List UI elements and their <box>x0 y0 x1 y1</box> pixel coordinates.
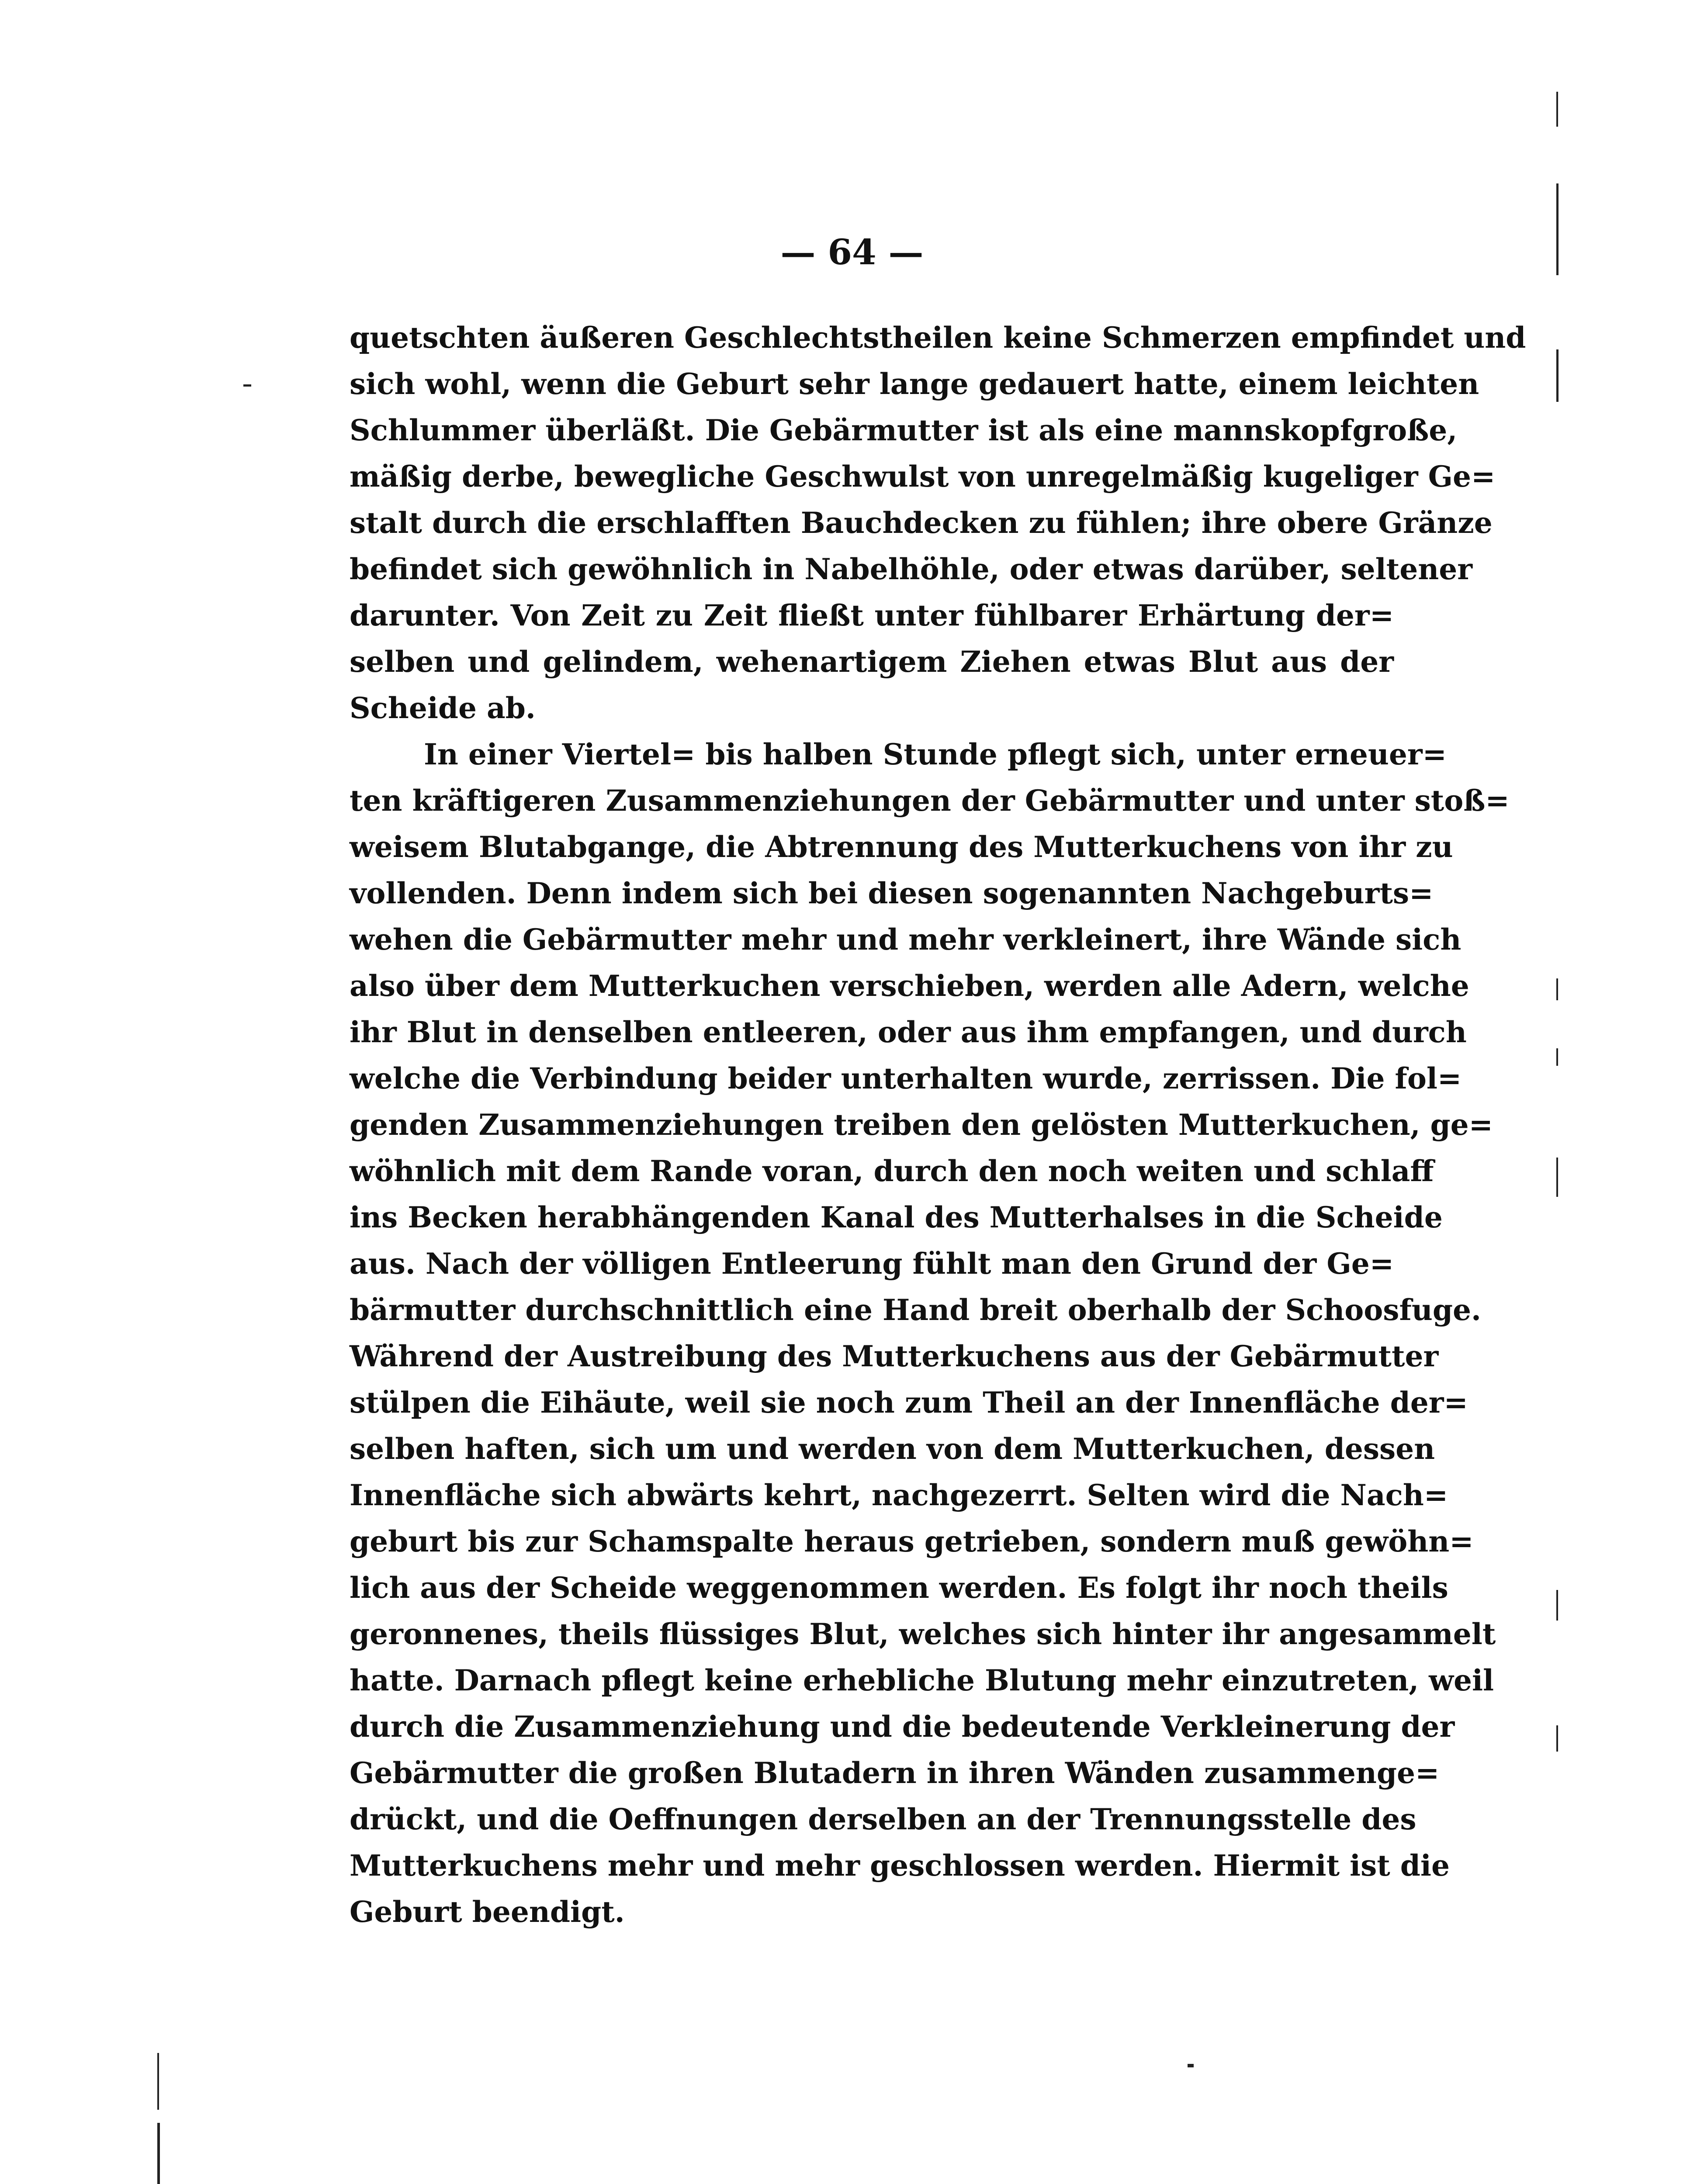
text-line: also über dem Mutterkuchen verschieben, werden alle Adern, welche <box>350 969 1469 1003</box>
scan-artifact <box>1556 183 1559 275</box>
scan-artifact <box>1556 1725 1558 1752</box>
paragraph-2 <box>350 731 1510 1935</box>
text-line: ins Becken herabhängenden Kanal des Mutterhalses in die Scheide <box>350 1200 1443 1234</box>
text-line: mäßig derbe, bewegliche Geschwulst von unregelmäßig kugeliger Ge= <box>350 460 1496 494</box>
scan-artifact <box>157 2053 159 2110</box>
text-line: quetschten äußeren Geschlechtstheilen keine Schmerzen empfindet und <box>350 321 1526 355</box>
text-line: geburt bis zur Schamspalte heraus getrieben, sondern muß gewöhn= <box>350 1524 1474 1559</box>
scan-artifact <box>1556 92 1558 127</box>
text-line: Gebärmutter die großen Blutadern in ihren Wänden zusammenge= <box>350 1756 1440 1790</box>
text-line: weisem Blutabgange, die Abtrennung des Mutterkuchens von ihr zu <box>350 830 1453 864</box>
text-line: welche die Verbindung beider unterhalten wurde, zerrissen. Die fol= <box>350 1061 1462 1095</box>
paragraph-1 <box>350 314 1526 731</box>
body-text <box>350 314 1526 1935</box>
text-line: Schlummer überläßt. Die Gebärmutter ist als eine mannskopfgroße, <box>350 413 1458 447</box>
text-line: aus. Nach der völligen Entleerung fühlt man den Grund der Ge= <box>350 1247 1394 1281</box>
text-line: ten kräftigeren Zusammenziehungen der Gebärmutter und unter stoß= <box>350 784 1510 818</box>
text-line: befindet sich gewöhnlich in Nabelhöhle, oder etwas darüber, seltener <box>350 552 1472 586</box>
text-line: Mutterkuchens mehr und mehr geschlossen werden. Hiermit ist die <box>350 1849 1450 1883</box>
page-number: — 64 — <box>780 232 924 273</box>
scan-artifact <box>1556 978 1558 1000</box>
scan-artifact <box>157 2123 160 2184</box>
text-line: Scheide ab. <box>350 691 536 725</box>
text-line: stülpen die Eihäute, weil sie noch zum Theil an der Innenfläche der= <box>350 1386 1468 1420</box>
text-line: lich aus der Scheide weggenommen werden. Es folgt ihr noch theils <box>350 1571 1448 1605</box>
text-line: stalt durch die erschlafften Bauchdecken zu fühlen; ihre obere Gränze <box>350 506 1493 540</box>
text-line: selben und gelindem, wehenartigem Ziehen etwas Blut aus der <box>350 645 1394 679</box>
text-line: ihr Blut in denselben entleeren, oder aus ihm empfangen, und durch <box>350 1015 1467 1049</box>
text-line: vollenden. Denn indem sich bei diesen sogenannten Nachgeburts= <box>350 876 1434 910</box>
text-line: selben haften, sich um und werden von dem Mutterkuchen, dessen <box>350 1432 1435 1466</box>
text-line: durch die Zusammenziehung und die bedeutende Verkleinerung der <box>350 1710 1455 1744</box>
text-line: In einer Viertel= bis halben Stunde pflegt sich, unter erneuer= <box>424 737 1447 771</box>
text-line: drückt, und die Oeffnungen derselben an der Trennungsstelle des <box>350 1802 1417 1836</box>
text-line: bärmutter durchschnittlich eine Hand breit oberhalb der Schoosfuge. <box>350 1293 1481 1327</box>
text-line: sich wohl, wenn die Geburt sehr lange gedauert hatte, einem leichten <box>350 367 1479 401</box>
text-line: Während der Austreibung des Mutterkuchens aus der Gebärmutter <box>350 1339 1439 1373</box>
scan-artifact <box>243 384 251 387</box>
scan-artifact <box>1556 1590 1558 1621</box>
scan-artifact <box>1188 2064 1194 2067</box>
scan-artifact <box>1556 1158 1558 1197</box>
text-line: genden Zusammenziehungen treiben den gelösten Mutterkuchen, ge= <box>350 1108 1493 1142</box>
text-line: darunter. Von Zeit zu Zeit fließt unter fühlbarer Erhärtung der= <box>350 598 1394 632</box>
text-line: wehen die Gebärmutter mehr und mehr verkleinert, ihre Wände sich <box>350 923 1462 957</box>
text-line: hatte. Darnach pflegt keine erhebliche Blutung mehr einzutreten, weil <box>350 1663 1494 1697</box>
text-line: wöhnlich mit dem Rande voran, durch den noch weiten und schlaff <box>350 1154 1434 1188</box>
text-line: geronnenes, theils flüssiges Blut, welches sich hinter ihr angesammelt <box>350 1617 1496 1651</box>
text-line: Innenfläche sich abwärts kehrt, nachgezerrt. Selten wird die Nach= <box>350 1478 1448 1512</box>
scan-artifact <box>1556 349 1559 402</box>
text-line: Geburt beendigt. <box>350 1895 625 1929</box>
scan-artifact <box>1556 1048 1558 1066</box>
